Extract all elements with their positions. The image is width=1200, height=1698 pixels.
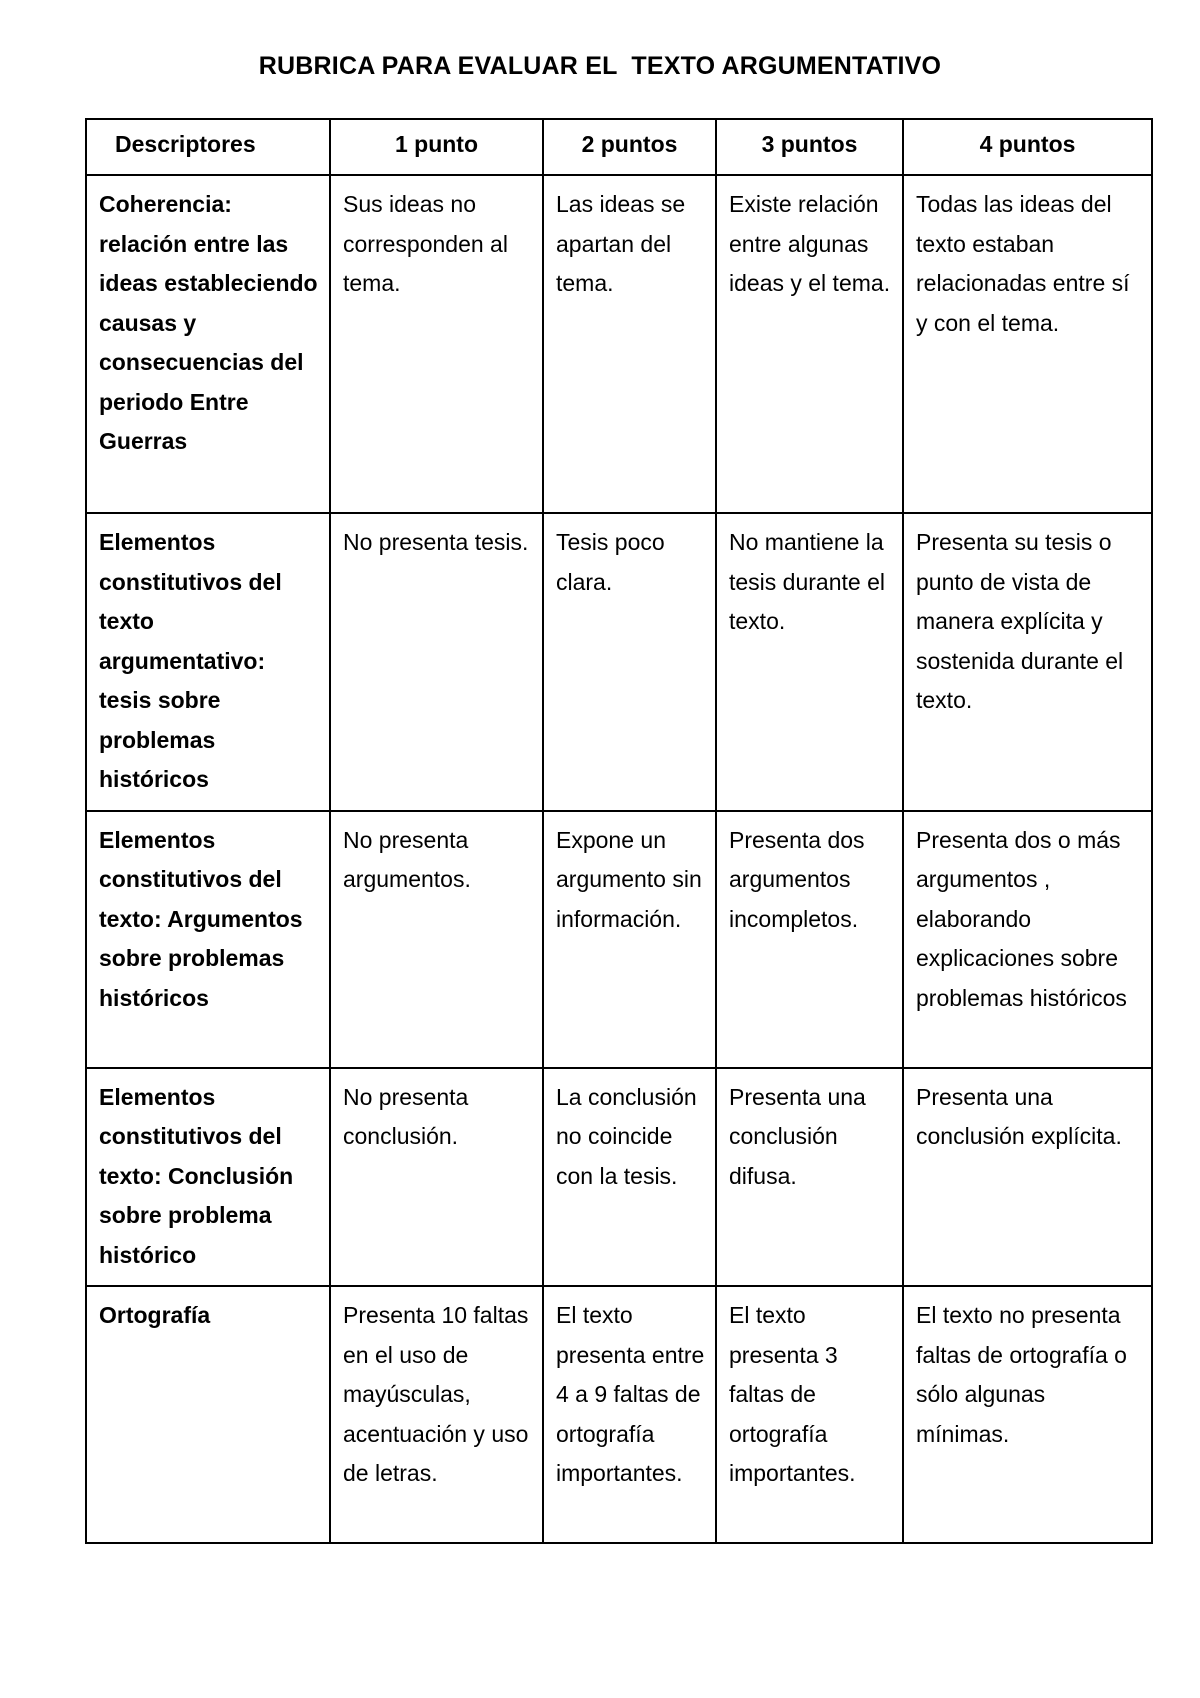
header-3-puntos: 3 puntos	[716, 119, 903, 175]
header-descriptores: Descriptores	[86, 119, 330, 175]
table-cell: Presenta una conclusión difusa.	[716, 1068, 903, 1287]
descriptor-conclusion: Elementos constitutivos del texto: Conclusión sobre problema histórico	[86, 1068, 330, 1287]
descriptor-coherencia: Coherencia: relación entre las ideas estableciendo causas y consecuencias del periodo Entre Guerras	[86, 175, 330, 513]
table-row	[86, 1068, 1152, 1287]
table-cell: La conclusión no coincide con la tesis.	[543, 1068, 716, 1287]
table-row	[86, 1286, 1152, 1543]
header-4-puntos: 4 puntos	[903, 119, 1152, 175]
header-1-punto: 1 punto	[330, 119, 543, 175]
table-cell: El texto presenta entre 4 a 9 faltas de ortografía importantes.	[543, 1286, 716, 1543]
descriptor-tesis: Elementos constitutivos del texto argumentativo: tesis sobre problemas históricos	[86, 513, 330, 811]
table-header-row	[86, 119, 1152, 175]
table-cell: Expone un argumento sin información.	[543, 811, 716, 1068]
table-row	[86, 811, 1152, 1068]
descriptor-ortografia: Ortografía	[86, 1286, 330, 1543]
table-cell: No presenta tesis.	[330, 513, 543, 811]
table-cell: Sus ideas no corresponden al tema.	[330, 175, 543, 513]
table-cell: No presenta conclusión.	[330, 1068, 543, 1287]
table-row	[86, 175, 1152, 513]
table-cell: Presenta 10 faltas en el uso de mayúsculas, acentuación y uso de letras.	[330, 1286, 543, 1543]
table-cell: Presenta su tesis o punto de vista de manera explícita y sostenida durante el texto.	[903, 513, 1152, 811]
table-cell: Tesis poco clara.	[543, 513, 716, 811]
table-cell: Presenta dos argumentos incompletos.	[716, 811, 903, 1068]
descriptor-argumentos: Elementos constitutivos del texto: Argumentos sobre problemas históricos	[86, 811, 330, 1068]
table-cell: No mantiene la tesis durante el texto.	[716, 513, 903, 811]
table-row	[86, 513, 1152, 811]
rubric-table	[85, 118, 1153, 1544]
table-cell: Presenta una conclusión explícita.	[903, 1068, 1152, 1287]
table-cell: Existe relación entre algunas ideas y el tema.	[716, 175, 903, 513]
table-cell: El texto presenta 3 faltas de ortografía importantes.	[716, 1286, 903, 1543]
header-2-puntos: 2 puntos	[543, 119, 716, 175]
table-cell: No presenta argumentos.	[330, 811, 543, 1068]
page-title: RUBRICA PARA EVALUAR EL TEXTO ARGUMENTATIVO	[258, 52, 942, 80]
table-cell: Todas las ideas del texto estaban relacionadas entre sí y con el tema.	[903, 175, 1152, 513]
table-cell: Presenta dos o más argumentos , elaborando explicaciones sobre problemas históricos	[903, 811, 1152, 1068]
table-cell: Las ideas se apartan del tema.	[543, 175, 716, 513]
table-cell: El texto no presenta faltas de ortografía o sólo algunas mínimas.	[903, 1286, 1152, 1543]
